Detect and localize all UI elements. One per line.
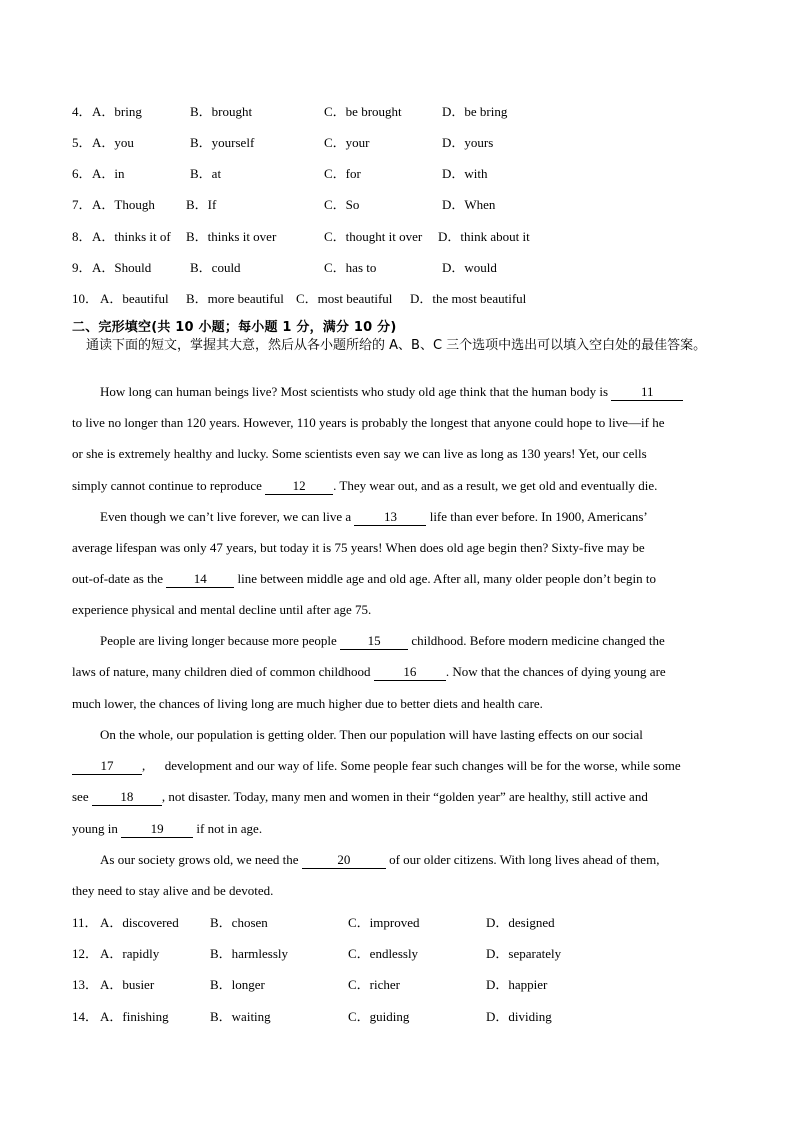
- option-a: A．finishing: [100, 1009, 169, 1024]
- option-d: D．dividing: [486, 1009, 552, 1024]
- option-d: D．think about it: [438, 229, 530, 244]
- blank-19: 19: [121, 821, 193, 838]
- option-a: A．Though: [92, 197, 155, 212]
- passage-line: Even though we can’t live forever, we can live a 13 life than ever before. In 1900, Americans’: [100, 509, 648, 524]
- question-number: 5．: [72, 135, 92, 150]
- option-c: C．has to: [324, 260, 377, 275]
- blank-16: 16: [374, 664, 446, 681]
- option-b: B．brought: [190, 104, 253, 119]
- option-b: B．yourself: [190, 135, 255, 150]
- question-number: 14．: [72, 1009, 99, 1024]
- passage-line: simply cannot continue to reproduce 12 . They wear out, and as a result, we get old and eventually die.: [72, 478, 658, 493]
- option-c: C．endlessly: [348, 946, 419, 961]
- option-b: B．harmlessly: [210, 946, 288, 961]
- option-b: B．more beautiful: [186, 291, 284, 306]
- blank-11: 11: [611, 384, 683, 401]
- passage-line: out-of-date as the 14 line between middle age and old age. After all, many older people don’t begin to: [72, 571, 656, 586]
- option-a: A．in: [92, 166, 125, 181]
- passage-line: laws of nature, many children died of common childhood 16 . Now that the chances of dying young are: [72, 664, 666, 679]
- passage-line: young in 19 if not in age.: [72, 821, 263, 836]
- option-d: D．happier: [486, 977, 548, 992]
- passage-line: How long can human beings live? Most scientists who study old age think that the human body is 11: [100, 382, 683, 402]
- blank-15: 15: [340, 633, 408, 650]
- question-number: 8．: [72, 229, 92, 244]
- question-number: 6．: [72, 166, 92, 181]
- option-d: D．the most beautiful: [410, 291, 527, 306]
- option-c: C．be brought: [324, 104, 402, 119]
- option-b: B．longer: [210, 977, 265, 992]
- option-b: B．chosen: [210, 915, 268, 930]
- blank-13: 13: [354, 509, 426, 526]
- passage-line: much lower, the chances of living long are much higher due to better diets and health care.: [72, 696, 543, 711]
- passage-line: On the whole, our population is getting older. Then our population will have lasting effects on our social: [100, 727, 643, 742]
- question-number: 12．: [72, 946, 99, 961]
- option-a: A．you: [92, 135, 134, 150]
- option-d: D．separately: [486, 946, 562, 961]
- blank-12: 12: [265, 478, 333, 495]
- option-c: C．guiding: [348, 1009, 410, 1024]
- option-d: D．yours: [442, 135, 494, 150]
- option-c: C．improved: [348, 915, 420, 930]
- passage-line: 17 , development and our way of life. Some people fear such changes will be for the worse, while some: [72, 756, 681, 776]
- option-a: A．bring: [92, 104, 142, 119]
- passage-line: see 18 , not disaster. Today, many men and women in their “golden year” are healthy, still active and: [72, 789, 648, 804]
- option-c: C．for: [324, 166, 361, 181]
- section-heading: 二、完形填空(共 10 小题；每小题 1 分，满分 10 分): [72, 320, 397, 335]
- question-number: 7．: [72, 197, 92, 212]
- option-b: B．If: [186, 197, 217, 212]
- blank-18: 18: [92, 789, 162, 806]
- option-c: C．your: [324, 135, 370, 150]
- option-a: A．Should: [92, 260, 152, 275]
- option-b: B．waiting: [210, 1009, 271, 1024]
- passage-line: they need to stay alive and be devoted.: [72, 883, 274, 898]
- passage-line: to live no longer than 120 years. However, 110 years is probably the longest that anyone could hope to live—if he: [72, 415, 665, 430]
- option-a: A．discovered: [100, 915, 179, 930]
- question-number: 9．: [72, 260, 92, 275]
- option-a: A．beautiful: [100, 291, 169, 306]
- option-b: B．at: [190, 166, 222, 181]
- passage-line: average lifespan was only 47 years, but today it is 75 years! When does old age begin then? Sixty-five may be: [72, 540, 645, 555]
- passage-line: or she is extremely healthy and lucky. Some scientists even say we can live as long as 130 years! Yet, our cells: [72, 446, 647, 461]
- option-c: C．most beautiful: [296, 291, 393, 306]
- option-d: D．with: [442, 166, 488, 181]
- option-d: D．would: [442, 260, 497, 275]
- option-b: B．thinks it over: [186, 229, 277, 244]
- question-number: 13．: [72, 977, 99, 992]
- passage-line: experience physical and mental decline until after age 75.: [72, 602, 372, 617]
- blank-17: 17: [72, 758, 142, 775]
- blank-20: 20: [302, 852, 386, 869]
- option-c: C．richer: [348, 977, 400, 992]
- blank-14: 14: [166, 571, 234, 588]
- passage-line: People are living longer because more people 15 childhood. Before modern medicine changed the: [100, 633, 665, 648]
- option-a: A．rapidly: [100, 946, 160, 961]
- option-b: B．could: [190, 260, 241, 275]
- option-a: A．thinks it of: [92, 229, 171, 244]
- option-c: C．thought it over: [324, 229, 423, 244]
- instructions: 通读下面的短文，掌握其大意，然后从各小题所给的 A、B、C 三个选项中选出可以填入空白处的最佳答案。: [86, 338, 707, 353]
- passage-line: As our society grows old, we need the 20 of our older citizens. With long lives ahead of them,: [100, 852, 660, 867]
- option-d: D．When: [442, 197, 496, 212]
- option-d: D．designed: [486, 915, 555, 930]
- option-d: D．be bring: [442, 104, 508, 119]
- option-a: A．busier: [100, 977, 155, 992]
- option-c: C．So: [324, 197, 360, 212]
- question-number: 11．: [72, 915, 98, 930]
- question-number: 10．: [72, 291, 99, 306]
- question-number: 4．: [72, 104, 92, 119]
